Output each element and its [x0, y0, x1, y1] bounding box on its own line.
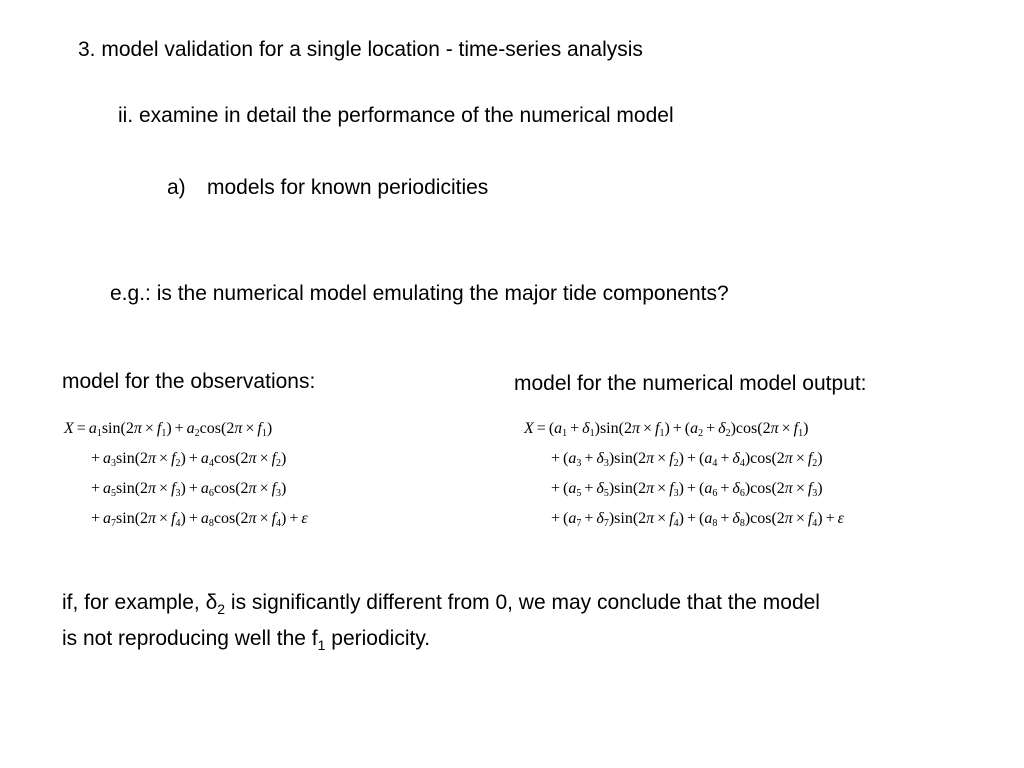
model-output-equation — [524, 414, 844, 534]
slide-subtitle: ii. examine in detail the performance of the numerical model — [118, 104, 674, 127]
equation-line: + $a_7\sin(2\pi \times f_4) + a_8\cos(2\pi \times f_4) + \varepsilon$ — [91, 510, 308, 529]
equation-line: + $(a_3 + \delta_3)\sin(2\pi \times f_2) + (a_4 + \delta_4)\cos(2\pi \times f_2)$ — [551, 450, 823, 469]
equation-line: $X = a_1\sin(2\pi \times f_1) + a_2\cos(2\pi \times f_1)$ — [64, 420, 273, 439]
equation-line: + $(a_7 + \delta_7)\sin(2\pi \times f_4) + (a_8 + \delta_8)\cos(2\pi \times f_4) + \varepsilon$ — [551, 510, 844, 529]
list-item-marker: a) — [167, 176, 186, 199]
observations-heading: model for the observations: — [62, 370, 316, 393]
slide-title: 3. model validation for a single location - time-series analysis — [78, 38, 643, 61]
list-item-text: models for known periodicities — [207, 176, 489, 199]
conclusion-text: if, for example, $\delta_2$ is significantly different from 0, we may conclude that the model is not reproducing well the $f_1$ periodicity. — [62, 591, 820, 654]
model-output-heading: model for the numerical model output: — [514, 372, 867, 395]
equation-line: + $(a_5 + \delta_5)\sin(2\pi \times f_3) + (a_6 + \delta_6)\cos(2\pi \times f_3)$ — [551, 480, 823, 499]
equation-line: + $a_5\sin(2\pi \times f_3) + a_6\cos(2\pi \times f_3)$ — [91, 480, 287, 499]
delta-symbol: δ — [205, 591, 218, 614]
observations-equation — [64, 414, 308, 534]
example-question: e.g.: is the numerical model emulating the major tide components? — [110, 282, 729, 305]
equation-line: + $a_3\sin(2\pi \times f_2) + a_4\cos(2\pi \times f_2)$ — [91, 450, 287, 469]
equation-line: $X = (a_1 + \delta_1)\sin(2\pi \times f_1) + (a_2 + \delta_2)\cos(2\pi \times f_1)$ — [524, 420, 809, 439]
